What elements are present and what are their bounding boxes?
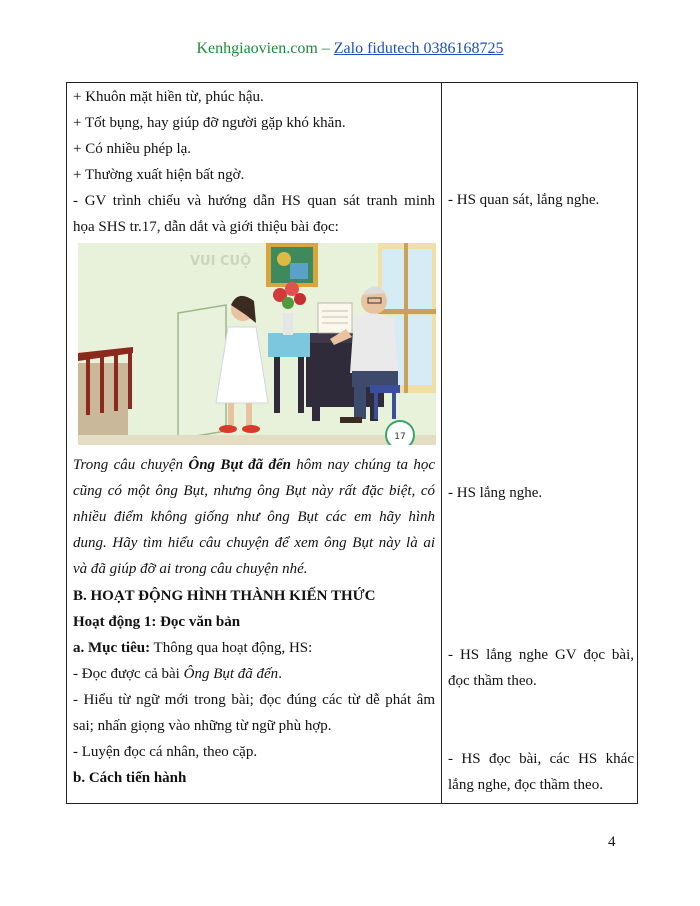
section-b-heading: B. HOẠT ĐỘNG HÌNH THÀNH KIẾN THỨC <box>73 588 376 604</box>
goal-item-1-title: Ông Bụt đã đến <box>183 666 279 682</box>
intro-line3: nhiều điểm không giống như ông Bụt các em hãy hình <box>73 509 435 525</box>
page-number: 4 <box>608 834 616 850</box>
student-response-3-line1: - HS lắng nghe GV đọc bài, <box>448 647 634 663</box>
trait-face: + Khuôn mặt hiền từ, phúc hậu. <box>73 89 264 105</box>
trait-magic: + Có nhiều phép lạ. <box>73 141 192 157</box>
intro-line5: và đã giúp đỡ ai trong câu chuyện nhé. <box>73 561 308 577</box>
intro-text-a: Trong câu chuyện <box>73 457 189 473</box>
student-response-4-line2: lắng nghe, đọc thầm theo. <box>448 777 603 793</box>
activity-1-heading: Hoạt động 1: Đọc văn bản <box>73 614 241 630</box>
header-zalo-link[interactable]: Zalo fidutech 0386168725 <box>333 40 504 57</box>
student-response-1: - HS quan sát, lắng nghe. <box>448 192 600 208</box>
intro-text-b: hôm nay chúng ta học <box>290 457 435 473</box>
illustration-caption: VUI CUỘ <box>190 254 252 269</box>
student-response-3-line2: đọc thầm theo. <box>448 673 537 689</box>
intro-line2: cũng có một ông Bụt, nhưng ông Bụt này rất đặc biệt, có <box>73 483 435 499</box>
goal-item-3: - Luyện đọc cá nhân, theo cặp. <box>73 744 258 760</box>
story-illustration <box>78 243 436 445</box>
student-response-2: - HS lắng nghe. <box>448 485 543 501</box>
header-site: Kenhgiaovien.com <box>196 40 318 57</box>
goal-item-1-text: - Đọc được cả bài <box>73 666 184 682</box>
column-divider <box>441 83 442 803</box>
gv-instruction-line2: họa SHS tr.17, dẫn dắt và giới thiệu bài đọc: <box>73 219 339 235</box>
goal-line <box>73 639 435 657</box>
intro-line1 <box>73 456 435 474</box>
goal-item-1-end: . <box>278 666 282 682</box>
goal-item-2-line1: - Hiểu từ ngữ mới trong bài; đọc đúng các từ dễ phát âm <box>73 692 435 708</box>
header-separator: – <box>317 40 334 57</box>
trait-surprise: + Thường xuất hiện bất ngờ. <box>73 167 245 183</box>
page-header <box>0 40 700 58</box>
gv-instruction-line1: - GV trình chiếu và hướng dẫn HS quan sát tranh minh <box>73 193 435 209</box>
student-response-4-line1: - HS đọc bài, các HS khác <box>448 751 634 767</box>
trait-kind: + Tốt bụng, hay giúp đỡ người gặp khó khăn. <box>73 115 346 131</box>
lesson-table <box>66 82 638 804</box>
goal-item-2-line2: sai; nhấn giọng vào những từ ngữ phù hợp. <box>73 718 332 734</box>
method-heading: b. Cách tiến hành <box>73 770 187 786</box>
intro-story-title: Ông Bụt đã đến <box>188 457 291 473</box>
intro-line4: dung. Hãy tìm hiểu câu chuyện để xem ông Bụt này là ai <box>73 535 435 551</box>
goal-item-1 <box>73 665 435 683</box>
goal-text: Thông qua hoạt động, HS: <box>150 640 313 656</box>
goal-label: a. Mục tiêu: <box>73 640 151 656</box>
illustration-page-badge: 17 <box>394 432 406 442</box>
